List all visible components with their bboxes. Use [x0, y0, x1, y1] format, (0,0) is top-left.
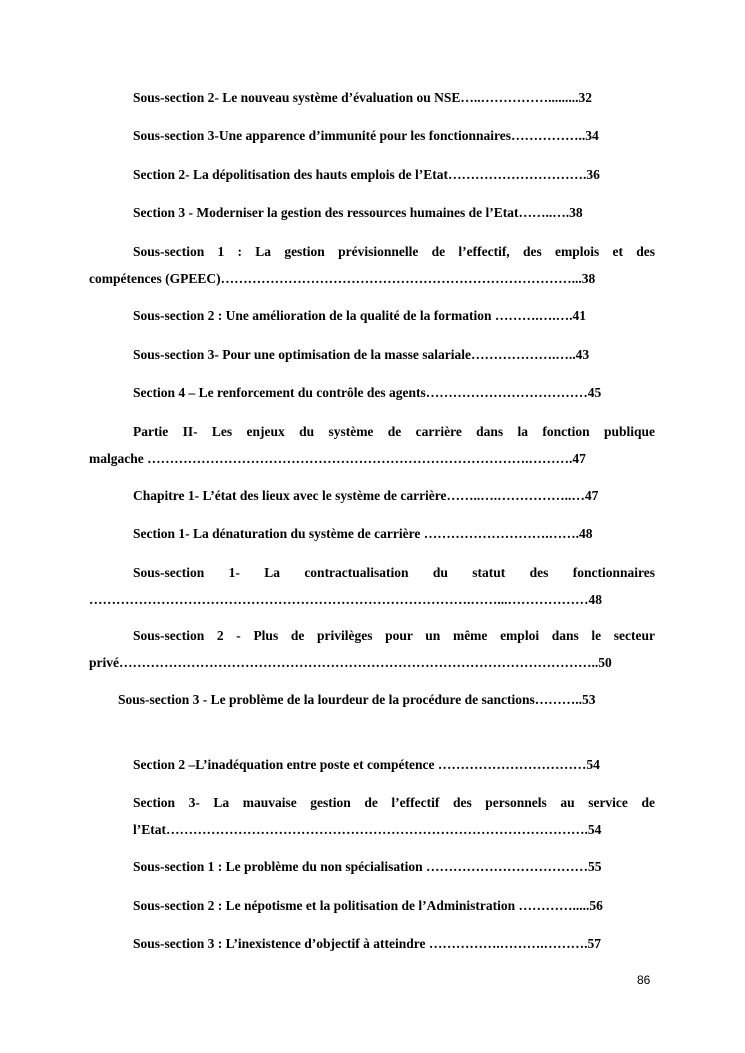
toc-entry-text: Sous-section 3- Pour une optimisation de la masse salariale……………….…..43	[133, 347, 590, 362]
toc-entry[interactable]	[133, 379, 655, 406]
toc-entry[interactable]	[133, 199, 655, 226]
toc-entry-line: Sous-section 1 : La gestion prévisionnelle de l’effectif, des emplois et des	[133, 244, 655, 259]
toc-entry-line: compétences (GPEEC)……………………………………………………………………...38	[89, 271, 596, 286]
toc-entry[interactable]	[133, 122, 655, 149]
toc-entry-text: Sous-section 3 - Le problème de la lourdeur de la procédure de sanctions………..53	[118, 692, 596, 707]
toc-entry[interactable]	[89, 559, 655, 613]
toc-entry-line: l’Etat………………………………………………………………………………….54	[133, 822, 602, 837]
toc-entry-line: privé……………………………………………………………………………………………..50	[89, 655, 612, 670]
toc-entry-text: Section 4 – Le renforcement du contrôle des agents………………………………45	[133, 385, 602, 400]
toc-entry[interactable]	[133, 853, 655, 880]
toc-entry-text: Section 1- La dénaturation du système de carrière ……………………….…….48	[133, 526, 593, 541]
toc-entry[interactable]	[133, 341, 655, 368]
toc-entry[interactable]	[133, 482, 655, 509]
toc-entry-line: malgache ………………………………………………………………………….……….47	[89, 451, 586, 466]
toc-entry-line: Partie II- Les enjeux du système de carrière dans la fonction publique	[133, 424, 655, 439]
toc-entry[interactable]	[89, 622, 655, 676]
page-number: 86	[637, 973, 651, 987]
toc-entry[interactable]	[133, 302, 655, 329]
toc-entry-text: Sous-section 3-Une apparence d’immunité pour les fonctionnaires……………..34	[133, 128, 599, 143]
toc-entry[interactable]	[133, 520, 655, 547]
toc-entry[interactable]	[133, 84, 655, 111]
toc-entry-line: Sous-section 1- La contractualisation du statut des fonctionnaires	[133, 565, 655, 580]
toc-entry-text: Sous-section 2 : Le népotisme et la politisation de l’Administration ………….....56	[133, 898, 603, 913]
toc-entry-text: Sous-section 2 : Une amélioration de la qualité de la formation ……….….….41	[133, 308, 586, 323]
toc-entry-line: ………………………………………………………………………….……...………………48	[89, 592, 602, 607]
toc-entry-text: Sous-section 1 : Le problème du non spécialisation ………………………………55	[133, 859, 602, 874]
toc-entry-text: Section 2 –L’inadéquation entre poste et compétence ……………………………54	[133, 757, 600, 772]
toc-entry[interactable]	[133, 930, 655, 957]
toc-entry-text: Chapitre 1- L’état des lieux avec le système de carrière……..….……………..…47	[133, 488, 599, 503]
toc-entry-line: Sous-section 2 - Plus de privilèges pour un même emploi dans le secteur	[133, 628, 655, 643]
toc-entry-line: Section 3- La mauvaise gestion de l’effectif des personnels au service de	[133, 795, 655, 810]
toc-entry-text: Section 2- La dépolitisation des hauts emplois de l’Etat………………………….36	[133, 167, 600, 182]
toc-entry-text: Section 3 - Moderniser la gestion des ressources humaines de l’Etat……..….38	[133, 205, 583, 220]
toc-entry[interactable]	[133, 892, 655, 919]
toc-entry-text: Sous-section 3 : L’inexistence d’objectif à atteindre …………….……….……….57	[133, 936, 601, 951]
toc-entry[interactable]	[118, 686, 655, 713]
toc-entry[interactable]	[133, 789, 655, 843]
toc-entry[interactable]	[133, 751, 655, 778]
toc-entry[interactable]	[89, 418, 655, 472]
toc-entry-text: Sous-section 2- Le nouveau système d’évaluation ou NSE…..…………….........32	[133, 90, 593, 105]
toc-entry[interactable]	[89, 238, 655, 292]
toc-entry[interactable]	[133, 161, 655, 188]
